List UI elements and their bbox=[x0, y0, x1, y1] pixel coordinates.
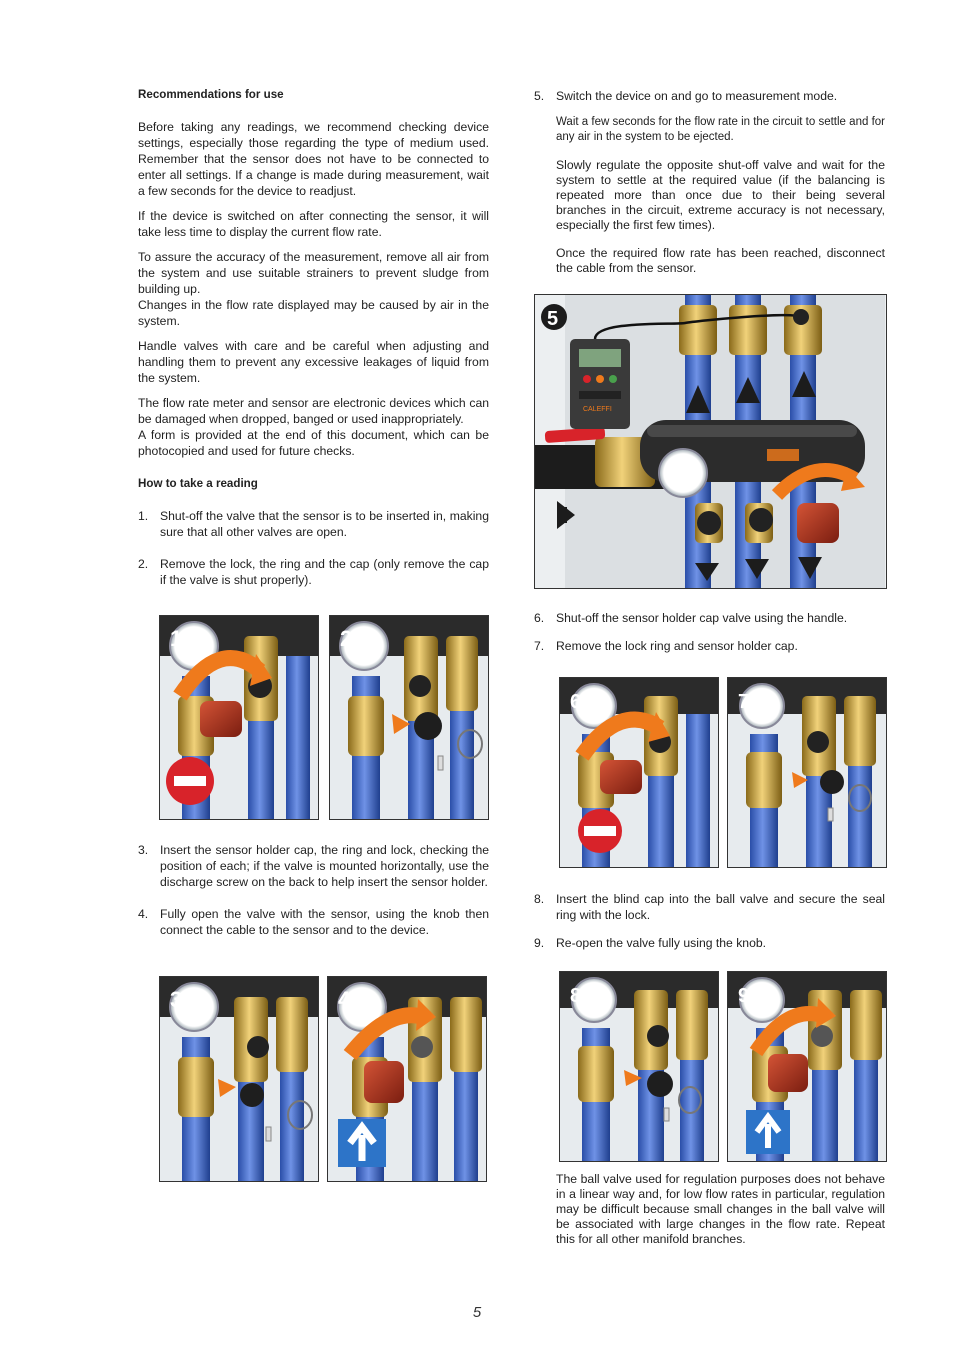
step-text: Re-open the valve fully using the knob. bbox=[556, 936, 767, 950]
list-item bbox=[534, 638, 885, 654]
step-number: 8. bbox=[534, 892, 545, 906]
figure-number: 1 bbox=[170, 626, 183, 651]
step-text: Remove the lock, the ring and the cap (only remove the cap if the valve is shut properly). bbox=[160, 557, 489, 587]
step-text: Shut-off the valve that the sensor is to be inserted in, making sure that all other valves are open. bbox=[160, 509, 489, 539]
list-item bbox=[534, 891, 885, 923]
step-text: Insert the blind cap into the ball valve and secure the seal ring with the lock. bbox=[556, 892, 885, 922]
step-text: Shut-off the sensor holder cap valve using the handle. bbox=[556, 611, 848, 625]
figure-2 bbox=[329, 615, 489, 820]
step-number: 4. bbox=[138, 907, 149, 921]
steps-list-5 bbox=[534, 88, 885, 104]
list-item bbox=[534, 88, 885, 104]
figure-7 bbox=[727, 677, 887, 868]
figure-5 bbox=[534, 294, 887, 589]
step-number: 1. bbox=[138, 509, 149, 523]
step-text: Fully open the valve with the sensor, using the knob then connect the cable to the sensor and to the device. bbox=[160, 907, 489, 937]
step5-paragraph: Wait a few seconds for the flow rate in the circuit to settle and for any air in the system to be ejected. bbox=[556, 116, 885, 143]
rec-paragraph: The flow rate meter and sensor are electronic devices which can be damaged when dropped, banged or used inappropriately. bbox=[138, 396, 489, 426]
left-steps-b bbox=[138, 842, 489, 954]
step-number: 2. bbox=[138, 557, 149, 571]
figure-1 bbox=[159, 615, 319, 820]
figure-4 bbox=[327, 976, 487, 1182]
figure-number: 7 bbox=[738, 691, 750, 713]
page-number: 5 bbox=[472, 1304, 482, 1321]
step5-paragraph: Slowly regulate the opposite shut-off valve and wait for the system to settle at the required value (if the balancing is repeated more than once due to their being several branches in the circuit, extreme accuracy is not necessary, especially the first few times). bbox=[556, 158, 885, 232]
list-item bbox=[138, 842, 489, 890]
rec-paragraph: Before taking any readings, we recommend checking device settings, especially those regarding the type of medium used. Remember that the sensor does not have to be connected to enter all settings. If a change is made during measurement, wait a few seconds for the device to readjust. bbox=[138, 120, 489, 198]
figure-number: 9 bbox=[738, 985, 750, 1007]
figure-number: 8 bbox=[570, 985, 582, 1007]
recommendations-heading: Recommendations for use bbox=[138, 88, 284, 101]
list-item bbox=[138, 556, 489, 588]
step5-paragraph: Once the required flow rate has been reached, disconnect the cable from the sensor. bbox=[556, 246, 885, 275]
closing-note bbox=[556, 1172, 885, 1256]
right-steps-d bbox=[534, 891, 885, 967]
step-text: Remove the lock ring and sensor holder cap. bbox=[556, 639, 798, 653]
figure-9 bbox=[727, 971, 887, 1162]
steps-list-d bbox=[534, 891, 885, 951]
step-text: Switch the device on and go to measurement mode. bbox=[556, 89, 838, 103]
figure-number: 5 bbox=[547, 308, 559, 330]
closing-paragraph: The ball valve used for regulation purposes does not behave in a linear way and, for low flow rates in particular, regulation may be difficult because small changes in the ball valve will be associated with large changes in the flow rate. Repeat this for all other manifold branches. bbox=[556, 1172, 885, 1246]
figure-6 bbox=[559, 677, 719, 868]
rec-paragraph: Handle valves with care and be careful when adjusting and handling them to prevent any excessive leakages of liquid from the system. bbox=[138, 339, 489, 385]
steps-list-c bbox=[534, 610, 885, 654]
step-number: 3. bbox=[138, 843, 149, 857]
step-number: 9. bbox=[534, 936, 545, 950]
list-item bbox=[534, 935, 885, 951]
howto-heading: How to take a reading bbox=[138, 477, 258, 490]
left-column bbox=[138, 88, 489, 604]
step-text: Insert the sensor holder cap, the ring and lock, checking the position of each; if the valve is mounted horizontally, use the discharge screw on the back to help insert the sensor holder. bbox=[160, 843, 489, 889]
rec-paragraph: A form is provided at the end of this document, which can be photocopied and used for future checks. bbox=[138, 428, 489, 458]
steps-list-b bbox=[138, 842, 489, 938]
step-number: 5. bbox=[534, 89, 545, 103]
figure-8 bbox=[559, 971, 719, 1162]
right-steps-c bbox=[534, 610, 885, 670]
right-column bbox=[534, 88, 885, 285]
steps-list-a bbox=[138, 508, 489, 588]
step-number: 6. bbox=[534, 611, 545, 625]
step-number: 7. bbox=[534, 639, 545, 653]
rec-paragraph: If the device is switched on after connecting the sensor, it will take less time to display the current flow rate. bbox=[138, 209, 489, 239]
figure-number: 4 bbox=[338, 987, 351, 1012]
list-item bbox=[138, 508, 489, 540]
list-item bbox=[138, 906, 489, 938]
device-brand: CALEFFI bbox=[583, 406, 612, 413]
rec-paragraph: Changes in the flow rate displayed may be caused by air in the system. bbox=[138, 298, 489, 328]
rec-paragraph: To assure the accuracy of the measurement, remove all air from the system and use suitable strainers to prevent sludge from building up. bbox=[138, 250, 489, 296]
figure-number: 3 bbox=[170, 987, 183, 1012]
figure-number: 6 bbox=[570, 691, 582, 713]
list-item bbox=[534, 610, 885, 626]
figure-number: 2 bbox=[340, 626, 353, 651]
figure-3 bbox=[159, 976, 319, 1182]
